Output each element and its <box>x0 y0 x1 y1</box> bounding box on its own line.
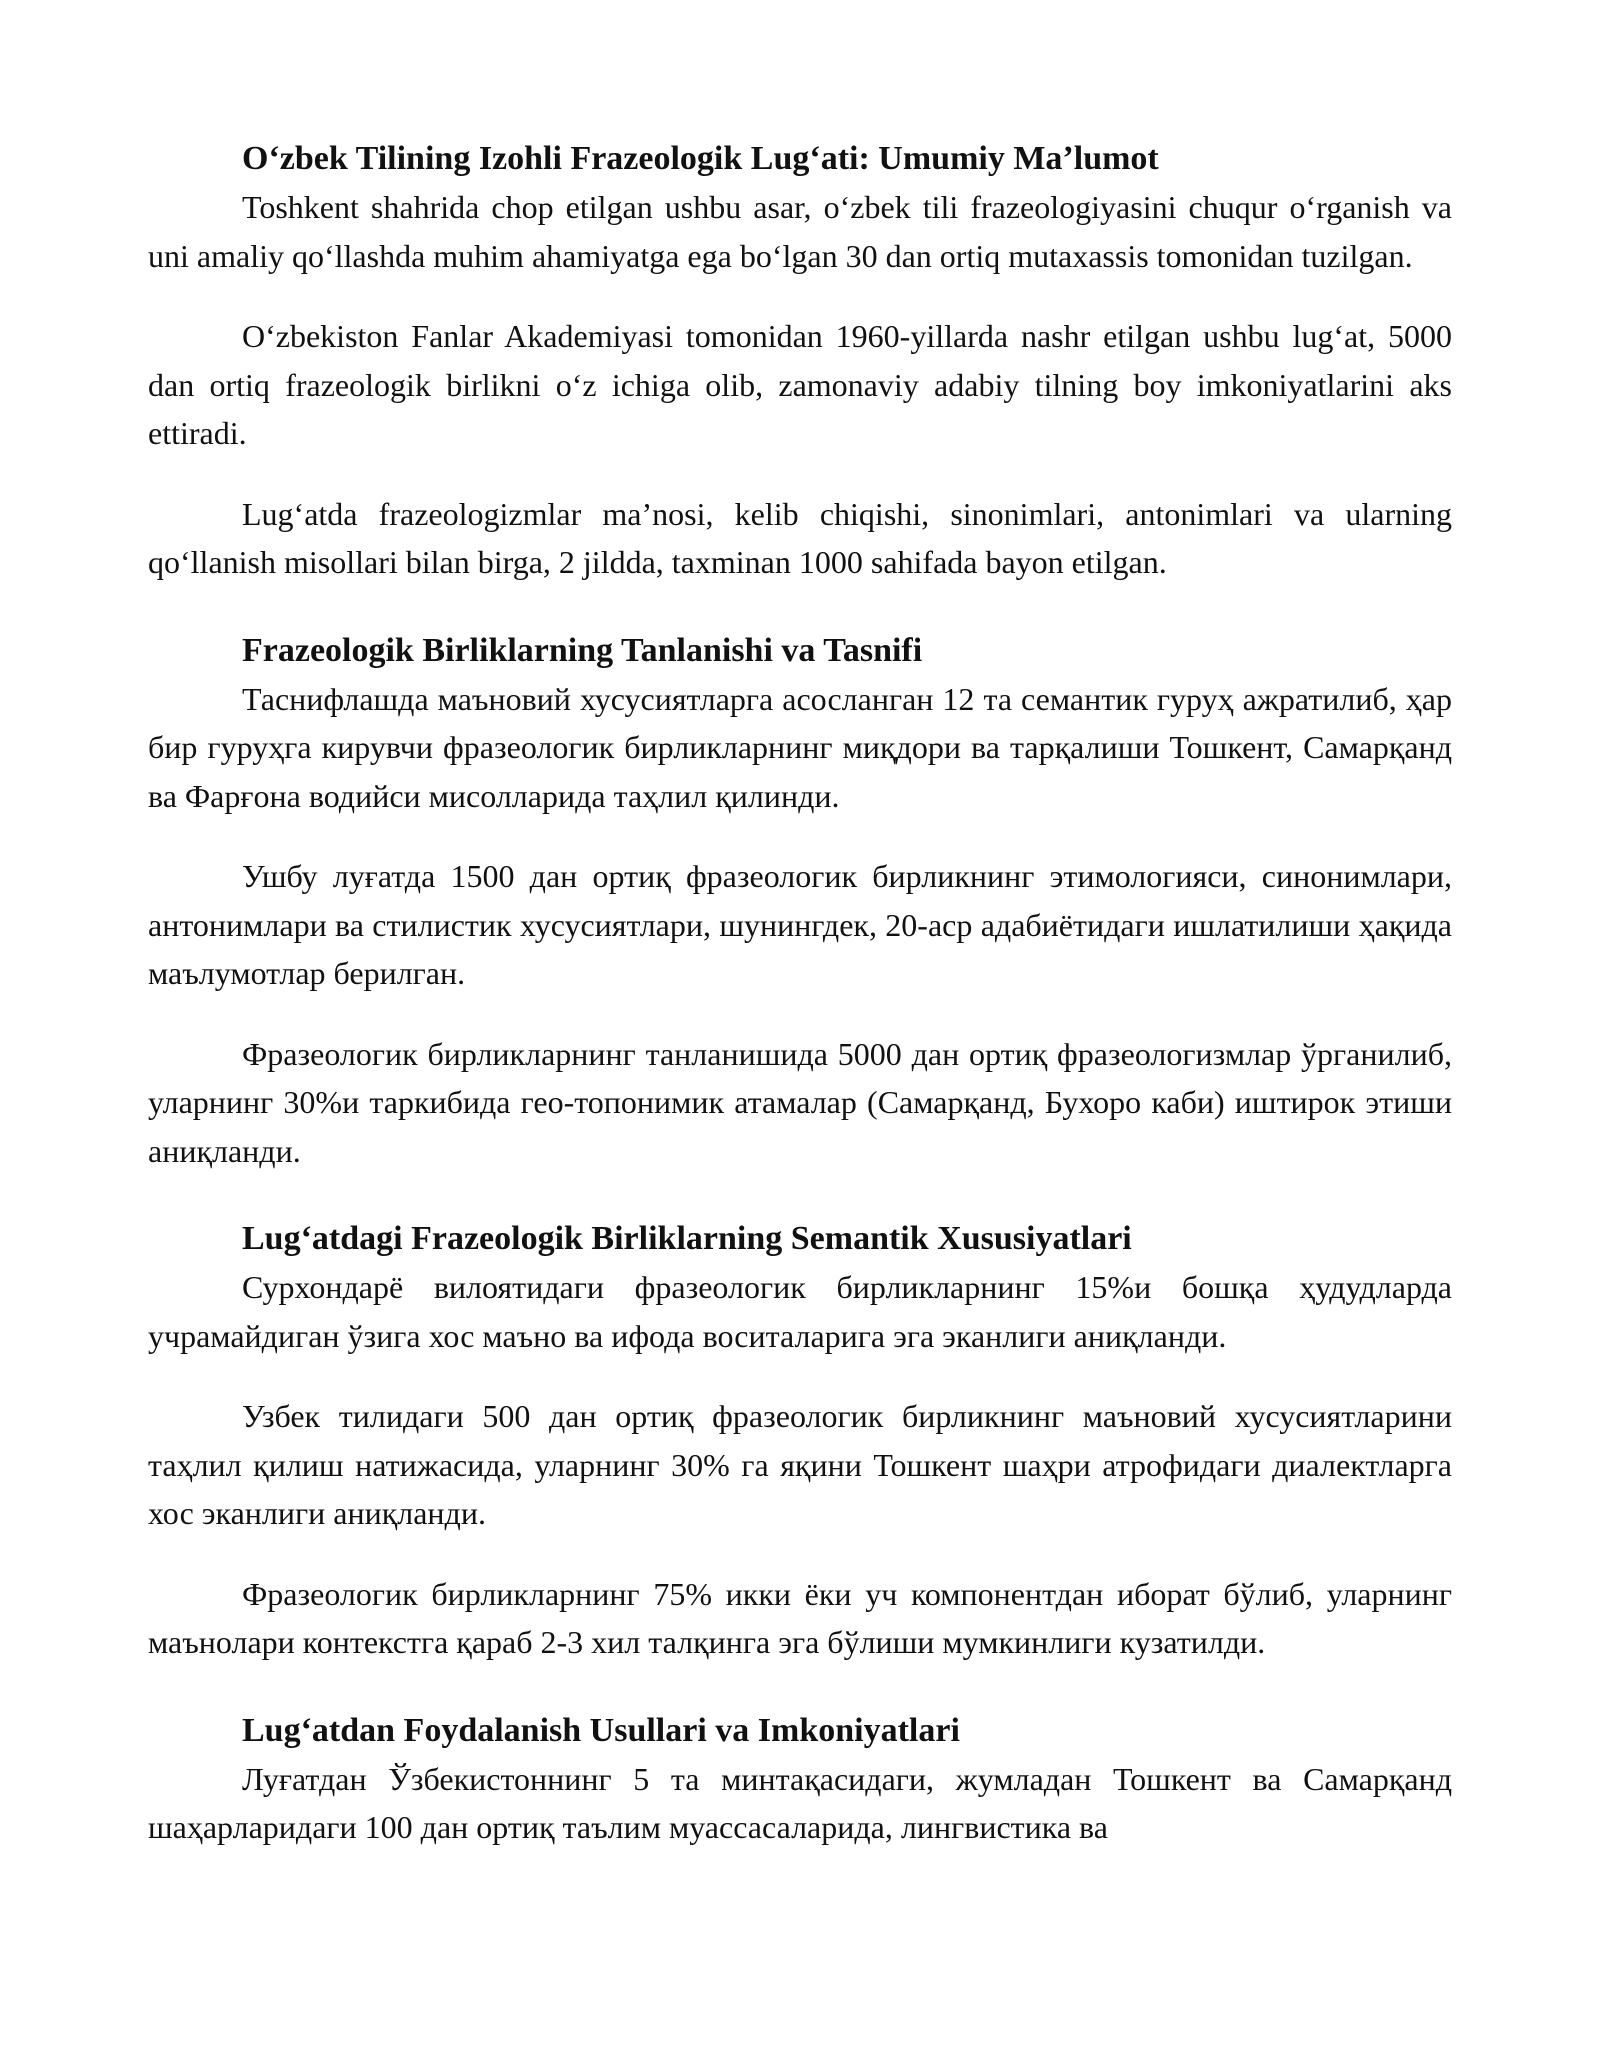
paragraph: Lugʻatda frazeologizmlar maʼnosi, kelib chiqishi, sinonimlari, antonimlari va ularning qoʻllanish misollari bilan birga, 2 jildda, taxminan 1000 sahifada bayon etilgan. <box>148 495 1452 580</box>
paragraph: Луғатдан Ўзбекистоннинг 5 та минтақасидаги, жумладан Тошкент ва Самарқанд шаҳарларидаги 100 дан ортиқ таълим муассасаларида, лингвистика ва <box>148 1760 1452 1845</box>
paragraph: Toshkent shahrida chop etilgan ushbu asar, oʻzbek tili frazeologiyasini chuqur oʻrganish va uni amaliy qoʻllashda muhim ahamiyatga ega boʻlgan 30 dan ortiq mutaxassis tomonidan tuzilgan. <box>148 189 1452 274</box>
paragraph: Фразеологик бирликларнинг 75% икки ёки уч компонентдан иборат бўлиб, уларнинг маънолари контекстга қараб 2-3 хил талқинга эга бўлиши мумкинлиги кузатилди. <box>148 1575 1452 1660</box>
paragraph: Ушбу луғатда 1500 дан ортиқ фразеологик бирликнинг этимологияси, синонимлари, антонимлари ва стилистик хусусиятлари, шунингдек, 20-аср адабиётидаги ишлатилиши ҳақида маълумотлар берилган. <box>148 858 1452 991</box>
section-heading: Lugʻatdagi Frazeologik Birliklarning Semantik Xususiyatlari <box>242 1220 1132 1257</box>
section-selection-classification <box>148 627 1452 1176</box>
section-semantic-features <box>148 1215 1452 1667</box>
section-general-info <box>148 135 1452 587</box>
paragraph: Узбек тилидаги 500 дан ортиқ фразеологик бирликнинг маъновий хусусиятларини таҳлил қилиш натижасида, уларнинг 30% га яқини Тошкент шаҳри атрофидаги диалектларга хос эканлиги аниқланди. <box>148 1398 1452 1531</box>
paragraph: Oʻzbekiston Fanlar Akademiyasi tomonidan 1960-yillarda nashr etilgan ushbu lugʻat, 5000 dan ortiq frazeologik birlikni oʻz ichiga olib, zamonaviy adabiy tilning boy imkoniyatlarini aks ettiradi. <box>148 318 1452 451</box>
document-body <box>148 135 1452 1884</box>
paragraph: Сурхондарё вилоятидаги фразеологик бирликларнинг 15%и бошқа ҳудудларда учрамайдиган ўзига хос маъно ва ифода воситаларига эга эканлиги аниқланди. <box>148 1269 1452 1354</box>
paragraph: Таснифлашда маъновий хусусиятларга асосланган 12 та семантик гуруҳ ажратилиб, ҳар бир гуруҳга кирувчи фразеологик бирликларнинг миқдори ва тарқалиши Тошкент, Самарқанд ва Фарғона водийси мисолларида таҳлил қилинди. <box>148 680 1452 814</box>
section-heading: Oʻzbek Tilining Izohli Frazeologik Lugʻati: Umumiy Maʼlumot <box>242 140 1159 177</box>
section-usage-methods <box>148 1707 1452 1852</box>
section-heading: Lugʻatdan Foydalanish Usullari va Imkoniyatlari <box>242 1711 960 1749</box>
paragraph: Фразеологик бирликларнинг танланишида 5000 дан ортиқ фразеологизмлар ўрганилиб, уларнинг 30%и таркибида гео-топонимик атамалар (Самарқанд, Бухоро каби) иштирок этиши аниқланди. <box>148 1035 1452 1169</box>
section-heading: Frazeologik Birliklarning Tanlanishi va Tasnifi <box>242 631 923 669</box>
